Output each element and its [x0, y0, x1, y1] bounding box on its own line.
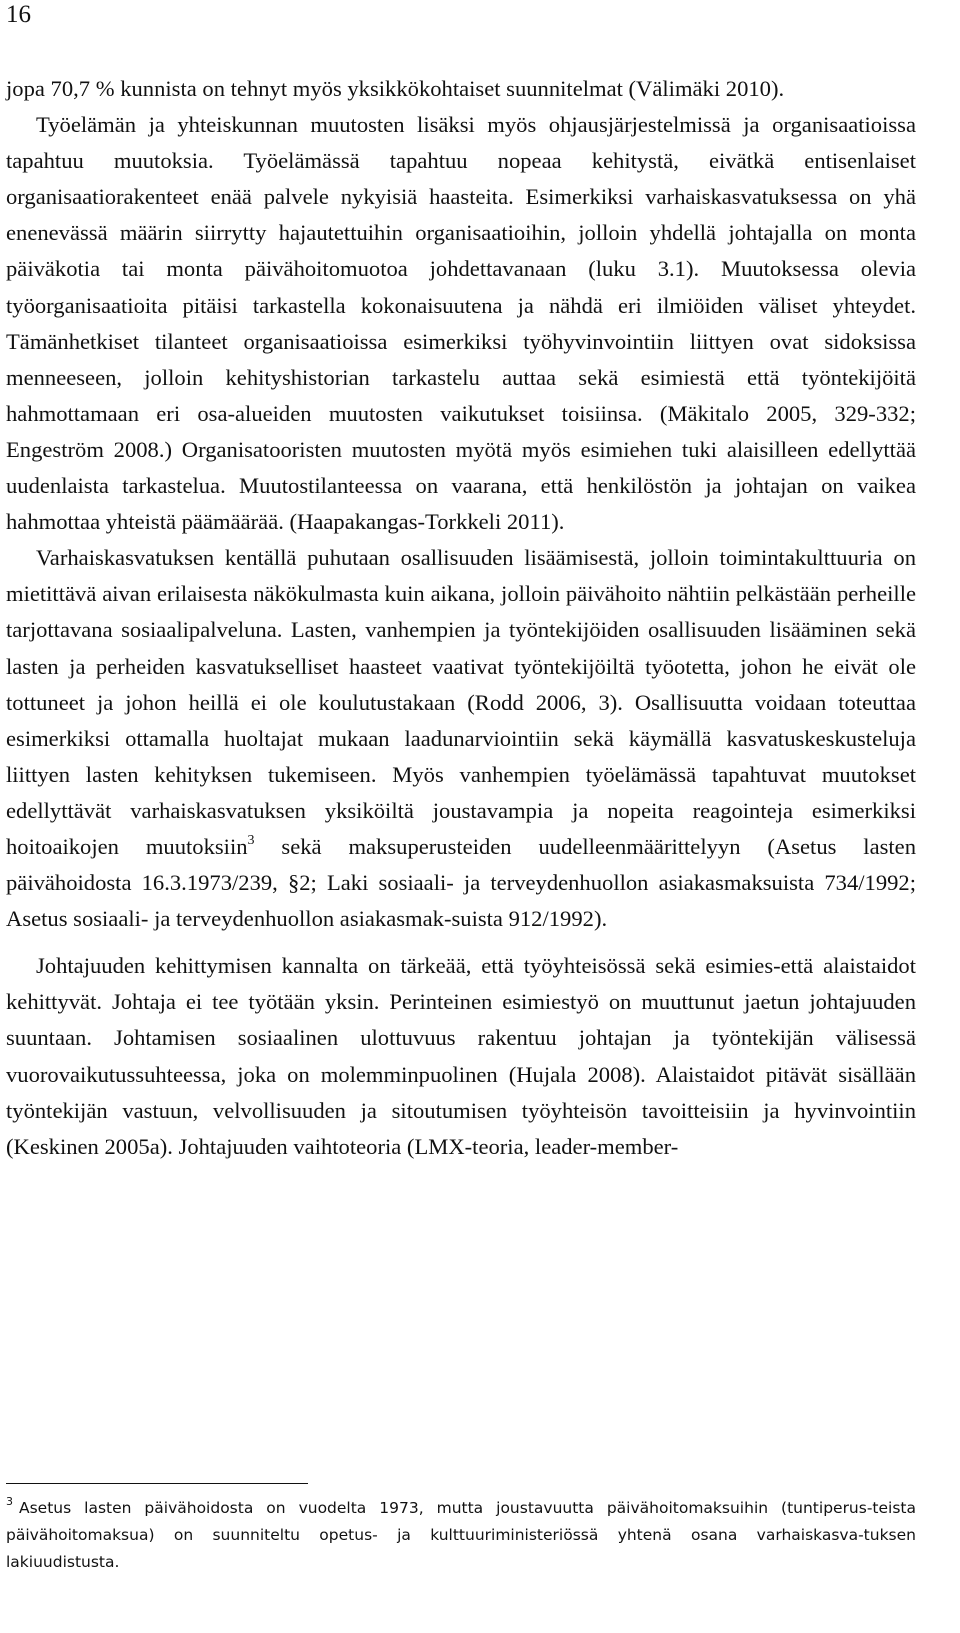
paragraph-4: Johtajuuden kehittymisen kannalta on tärkeää, että työyhteisössä sekä esimies-että alaistaidot kehittyvät. Johtaja ei tee työtään yksin. Perinteinen esimiestyö on muuttunut jaetun johtajuuden suuntaan. Johtamisen sosiaalinen ulottuvuus rakentuu johtajan ja työntekijän välisessä vuorovaikutussuhteessa, joka on molemminpuolinen (Hujala 2008). Alaistaidot pitävät sisällään työntekijän vastuun, velvollisuuden ja sitoutumisen työyhteisön tavoitteisiin ja hyvinvointiin (Keskinen 2005a). Johtajuuden vaihtoteoria (LMX-teoria, leader-member- [6, 953, 916, 1159]
paragraph-3 [6, 540, 916, 937]
footnote-reference: 3 [247, 833, 255, 849]
paragraph-3-text-start: Varhaiskasvatuksen kentällä puhutaan osallisuuden lisäämisestä, jolloin toimintakulttuuria on mietittävä aivan erilaisesta näkökulmasta kuin aikana, jolloin päivähoito nähtiin pelkästään perheille tarjottavana sosiaalipalveluna. Lasten, vanhempien ja työntekijöiden osallisuuden lisääminen sekä lasten ja perheiden kasvatukselliset haasteet vaativat työntekijöiltä työotetta, johon he eivät ole tottuneet ja johon heillä ei ole koulutustakaan (Rodd 2006, 3). Osallisuutta voidaan toteuttaa esimerkiksi ottamalla huoltajat mukaan laadunarviointiin sekä käymällä kasvatuskeskusteluja liittyen lasten kehityksen tukemiseen. Myös vanhempien työelämässä tapahtuvat muutokset edellyttävät varhaiskasvatuksen yksiköiltä joustavampia ja nopeita reagointeja esimerkiksi hoitoaikojen muutoksiin [6, 545, 916, 859]
footnote-number: 3 [6, 1494, 13, 1508]
paragraph-3-text-end: sekä maksuperusteiden uudelleenmäärittelyyn (Asetus lasten päivähoidosta 16.3.1973/239, §2; Laki sosiaali- ja terveydenhuollon asiakasmaksuista 734/1992; Asetus sosiaali- ja terveydenhuollon asiakasmak-suista 912/1992). [6, 833, 916, 932]
body-text [6, 71, 916, 1165]
page-number: 16 [6, 1, 31, 28]
footnote-divider [6, 1483, 308, 1484]
footnote-text: Asetus lasten päivähoidosta on vuodelta 1973, mutta joustavuutta päivähoitomaksuihin (tuntiperus-teista päivähoitomaksua) on suunniteltu opetus- ja kulttuuriministeriössä yhtenä osana varhaiskasva-tuksen lakiuudistusta. [6, 1499, 916, 1571]
footnote [6, 1495, 916, 1576]
paragraph-2: Työelämän ja yhteiskunnan muutosten lisäksi myös ohjausjärjestelmissä ja organisaatioissa tapahtuu muutoksia. Työelämässä tapahtuu nopeaa kehitystä, eivätkä entisenlaiset organisaatiorakenteet enää palvele nykyisiä haasteita. Esimerkiksi varhaiskasvatuksessa on yhä enenevässä määrin siirrytty hajautettuihin organisaatioihin, jolloin yhdellä johtajalla on monta päiväkotia tai monta päivähoitomuotoa johdettavanaan (luku 3.1). Muutoksessa olevia työorganisaatioita pitäisi tarkastella kokonaisuutena ja nähdä eri ilmiöiden väliset yhteydet. Tämänhetkiset tilanteet organisaatioissa esimerkiksi työhyvinvointiin liittyen ovat sidoksissa menneeseen, jolloin kehityshistorian tarkastelu auttaa sekä esimiestä että työntekijöitä hahmottamaan eri osa-alueiden muutosten vaikutukset toisiinsa. (Mäkitalo 2005, 329-332; Engeström 2008.) Organisatooristen muutosten myötä myös esimiehen tuki alaisilleen edellyttää uudenlaista tarkastelua. Muutostilanteessa on vaarana, että henkilöstön ja johtajan on vaikea hahmottaa yhteistä päämäärää. (Haapakangas-Torkkeli 2011). [6, 112, 916, 535]
paragraph-1: jopa 70,7 % kunnista on tehnyt myös yksikkökohtaiset suunnitelmat (Välimäki 2010). [6, 76, 785, 101]
